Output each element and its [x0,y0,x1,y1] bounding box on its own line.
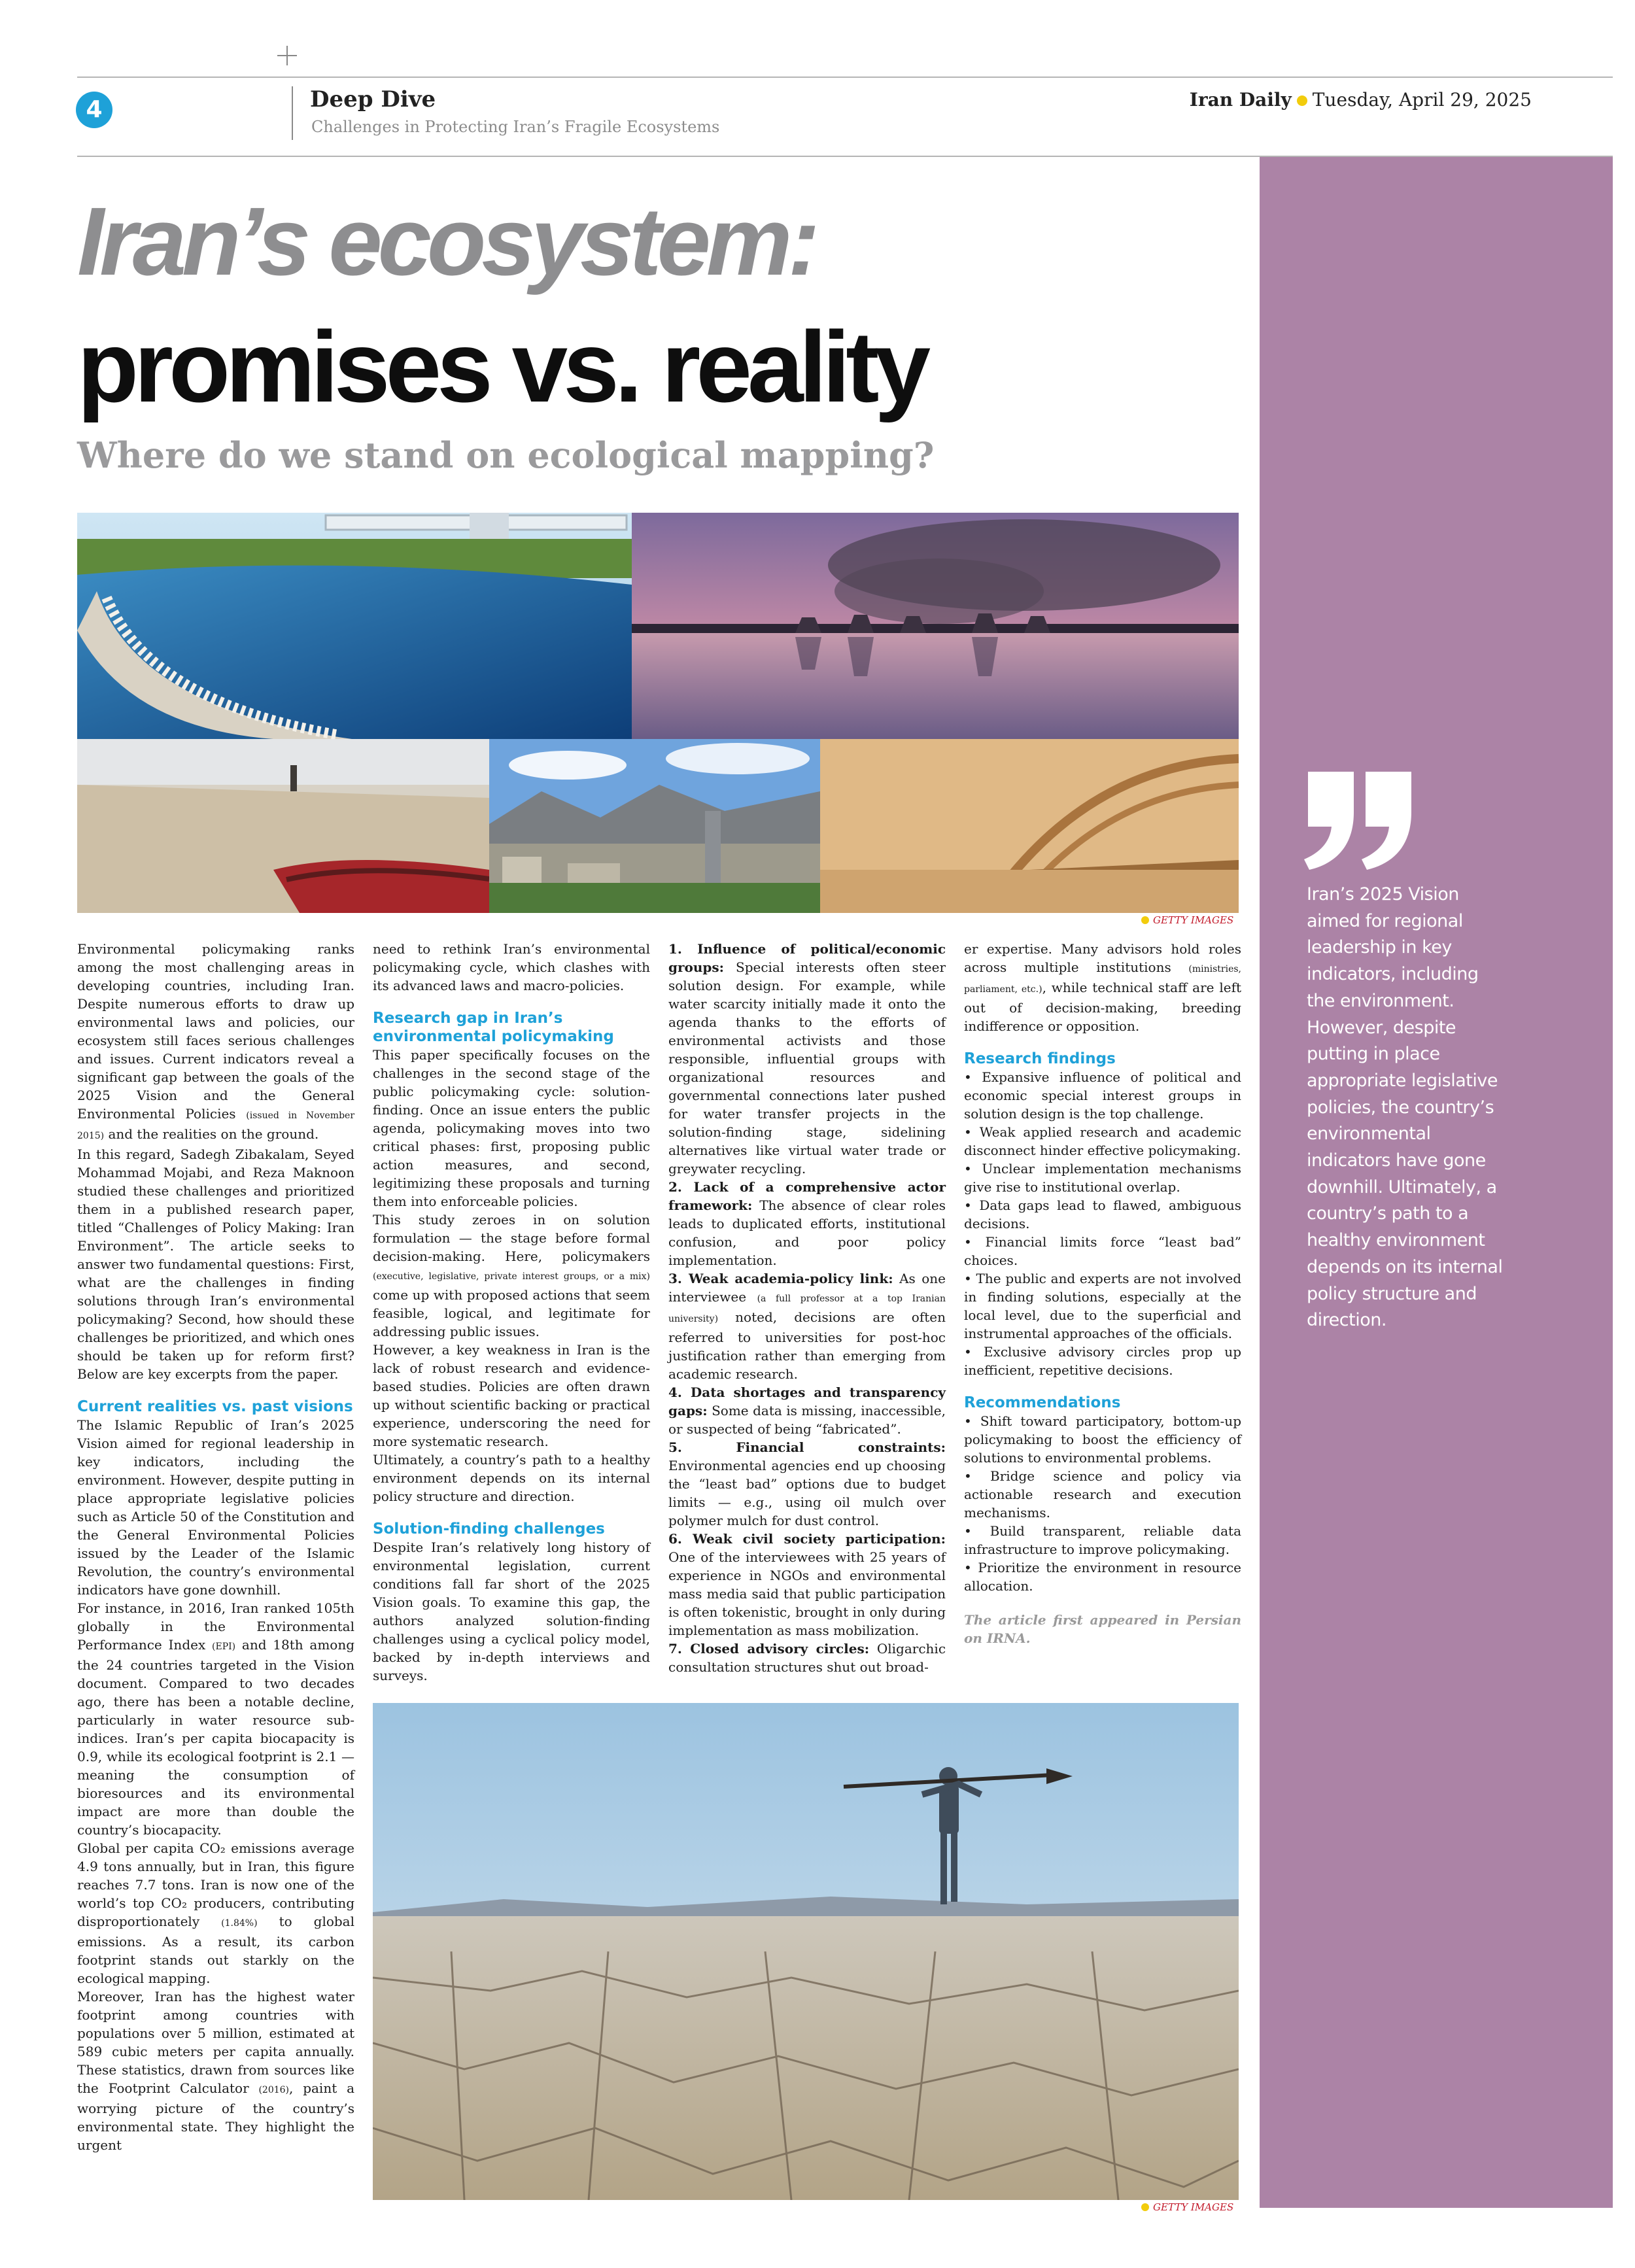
subheading-research-findings: Research findings [964,1050,1116,1067]
paragraph: This study zeroes in on solution formulation — the stage before formal decision-making. Here, policymakers (executive, legislative, private interest groups, or a mix) come up with proposed actions that seem feasible, logical, and legitimate for addressing public issues. [373,1212,650,1339]
paragraph: Global per capita CO₂ emissions average 4.9 tons annually, but in Iran, this figure reaches 7.7 tons. Iran is now one of the world’s top CO₂ producers, contributing disproportionately (1.84%) to global emissions. As a result, its carbon footprint stands out starkly on the ecological mapping. [77,1840,355,1986]
source-note: The article first appeared in Persian on IRNA. [964,1612,1241,1646]
paragraph: This paper specifically focuses on the challenges in the second stage of the public policymaking cycle: solution-finding. Once an issue enters the public agenda, policymaking moves into two critical phases: first, proposing public action measures, and second, legitimizing these proposals and turning them into enforceable policies. [373,1047,650,1209]
article-column-1 [77,940,354,2154]
headline-line-1: Iran’s ecosystem: [77,188,816,296]
list-item: • Unclear implementation mechanisms give rise to institutional overlap. [964,1161,1241,1195]
list-item: • Exclusive advisory circles prop up inefficient, repetitive decisions. [964,1344,1241,1378]
subheading-recommendations: Recommendations [964,1394,1121,1411]
header-rule-top [77,77,1613,78]
list-item: • Prioritize the environment in resource allocation. [964,1560,1241,1594]
paragraph: Despite Iran’s relatively long history of environmental legislation, current conditions fall far short of the 2025 Vision goals. To examine this gap, the authors analyzed solution-finding challenges using a cyclical policy model, backed by in-depth interviews and surveys. [373,1539,650,1683]
paragraph: For instance, in 2016, Iran ranked 105th globally in the Environmental Performance Index (EPI) and 18th among the 24 countries targeted in the Vision document. Compared to two decades ago, there has been a notable decline, particularly in water resource sub-indices. Iran’s per capita biocapacity is 0.9, while its ecological footprint is 2.1 — meaning the consumption of bioresources and its environmental impact are more than double the country’s biocapacity. [77,1600,355,1838]
list-item: • Bridge science and policy via actionable research and execution mechanisms. [964,1468,1241,1521]
paragraph: Ultimately, a country’s path to a healthy environment depends on its internal policy structure and direction. [373,1452,650,1504]
masthead [1190,89,1532,111]
list-item: • Data gaps lead to flawed, ambiguous decisions. [964,1197,1241,1231]
photo-credit-bottom: GETTY IMAGES [1141,2201,1233,2213]
list-item: 5. Financial constraints: Environmental agencies end up choosing the “least bad” options due to budget limits — e.g., using oil mulch over polymer mulch for dust control. [668,1439,946,1528]
list-item: 4. Data shortages and transparency gaps: Some data is missing, inaccessible, or suspected of being “fabricated”. [668,1384,946,1437]
list-item: • The public and experts are not involved in finding solutions, especially at the local level, due to the superficial and instrumental approaches of the officials. [964,1271,1241,1341]
photo-city-skyline [489,739,820,913]
issue-date: Tuesday, April 29, 2025 [1312,89,1532,111]
subheading-research-gap: Research gap in Iran’s environmental policymaking [373,1010,614,1045]
list-item: • Shift toward participatory, bottom-up policymaking to boost the efficiency of solutions to environmental problems. [964,1413,1241,1466]
paper-name: Iran Daily [1189,89,1292,111]
yellow-dot-icon [1141,916,1149,924]
subheading-solution-finding: Solution-finding challenges [373,1521,605,1538]
paragraph: The Islamic Republic of Iran’s 2025 Vision aimed for regional leadership in key indicators, including the environment. However, despite putting in place appropriate legislative policies such as Article 50 of the Constitution and the General Environmental Policies issued by the Leader of the Islamic Revolution, the country’s environmental indicators have gone downhill. [77,1417,354,1598]
pull-quote: Iran’s 2025 Vision aimed for regional leadership in key indicators, including the environment. However, despite putting in place appropriate legislative policies, the country’s environmental indicators have gone downhill. Ultimately, a country’s path to a healthy environment depends on its internal policy structure and direction. [1307,884,1503,1331]
article-column-2 [373,940,650,1685]
article-column-4 [964,940,1241,1647]
list-item: • Financial limits force “least bad” choices. [964,1234,1241,1268]
quote-mark-icon [1303,772,1414,883]
paragraph: In this regard, Sadegh Zibakalam, Seyed Mohammad Mojabi, and Reza Maknoon studied these challenges and prioritized them in a published research paper, titled “Challenges of Policy Making: Iran Environment”. The article seeks to answer two fundamental questions: First, what are the challenges in finding solutions through Iran’s environmental policymaking? Second, how should these challenges be prioritized, and which ones should be taken up for reform first? Below are key excerpts from the paper. [77,1146,354,1382]
list-item: 1. Influence of political/economic groups: Special interests often steer solution design. For example, while water scarcity initially made it onto the agenda thanks to the efforts of environmental activists and those responsible, influential groups with organizational resources and governmental connections later pushed for water transfer projects in the solution-finding stage, sidelining alternatives like virtual water trade or greywater recycling. [668,941,946,1177]
header-divider [292,86,293,140]
yellow-dot-icon [1297,95,1307,106]
article-column-3 [668,940,946,1676]
list-item: 7. Closed advisory circles: Oligarchic consultation structures shut out broad- [668,1641,946,1675]
page-number-badge: 4 [76,92,112,128]
paragraph: Environmental policymaking ranks among the most challenging areas in developing countries, including Iran. Despite numerous efforts to draw up environmental laws and policies, our ecosystem still faces serious challenges and issues. Current indicators reveal a significant gap between the goals of the 2025 Vision and the General Environmental Policies (issued in November 2015) and the realities on the ground. [77,941,355,1142]
list-item: 6. Weak civil society participation: One of the interviewees with 25 years of experience in NGOs and environmental mass media said that public participation is often tokenistic, brought in only during implementation as mass mobilization. [668,1531,946,1638]
photo-dry-lakebed-boat [77,739,489,913]
photo-credit-top: GETTY IMAGES [1141,914,1233,926]
paragraph: need to rethink Iran’s environmental policymaking cycle, which clashes with its advanced laws and macro-policies. [373,941,650,993]
section-subtitle: Challenges in Protecting Iran’s Fragile Ecosystems [311,118,720,136]
list-item: • Expansive influence of political and economic special interest groups in solution design is the top challenge. [964,1069,1241,1122]
photo-farmer-cracked-earth [373,1703,1239,2200]
section-title: Deep Dive [310,86,436,112]
photo-bridge-dust-storm [820,739,1239,913]
paragraph: However, a key weakness in Iran is the lack of robust research and evidence-based studies. Policies are often drawn up without scientific backing or practical experience, underscoring the need for more systematic research. [373,1342,650,1449]
subheading-current-realities: Current realities vs. past visions [77,1398,353,1415]
crop-mark [277,46,297,65]
headline-line-2: promises vs. reality [77,311,927,423]
subheadline: Where do we stand on ecological mapping? [77,434,935,476]
list-item: • Build transparent, reliable data infrastructure to improve policymaking. [964,1523,1241,1557]
yellow-dot-icon [1141,2203,1149,2211]
list-item: 3. Weak academia-policy link: As one interviewee (a full professor at a top Iranian university) noted, decisions are often referred to universities for post-hoc justification rather than emerging from academic research. [668,1271,946,1382]
paragraph: er expertise. Many advisors hold roles across multiple institutions (ministries, parliament, etc.), while technical staff are left out of decision-making, breeding indifference or opposition. [964,941,1242,1034]
list-item: 2. Lack of a comprehensive actor framework: The absence of clear roles leads to duplicated efforts, institutional confusion, and poor policy implementation. [668,1179,946,1268]
paragraph: Moreover, Iran has the highest water footprint among countries with populations over 5 million, estimated at 589 cubic meters per capita annually. These statistics, drawn from sources like the Footprint Calculator (2016), paint a worrying picture of the country’s environmental state. They highlight the urgent [77,1989,354,2153]
list-item: • Weak applied research and academic disconnect hinder effective policymaking. [964,1124,1241,1158]
photo-power-plant [632,513,1239,739]
photo-water-treatment [77,513,632,739]
